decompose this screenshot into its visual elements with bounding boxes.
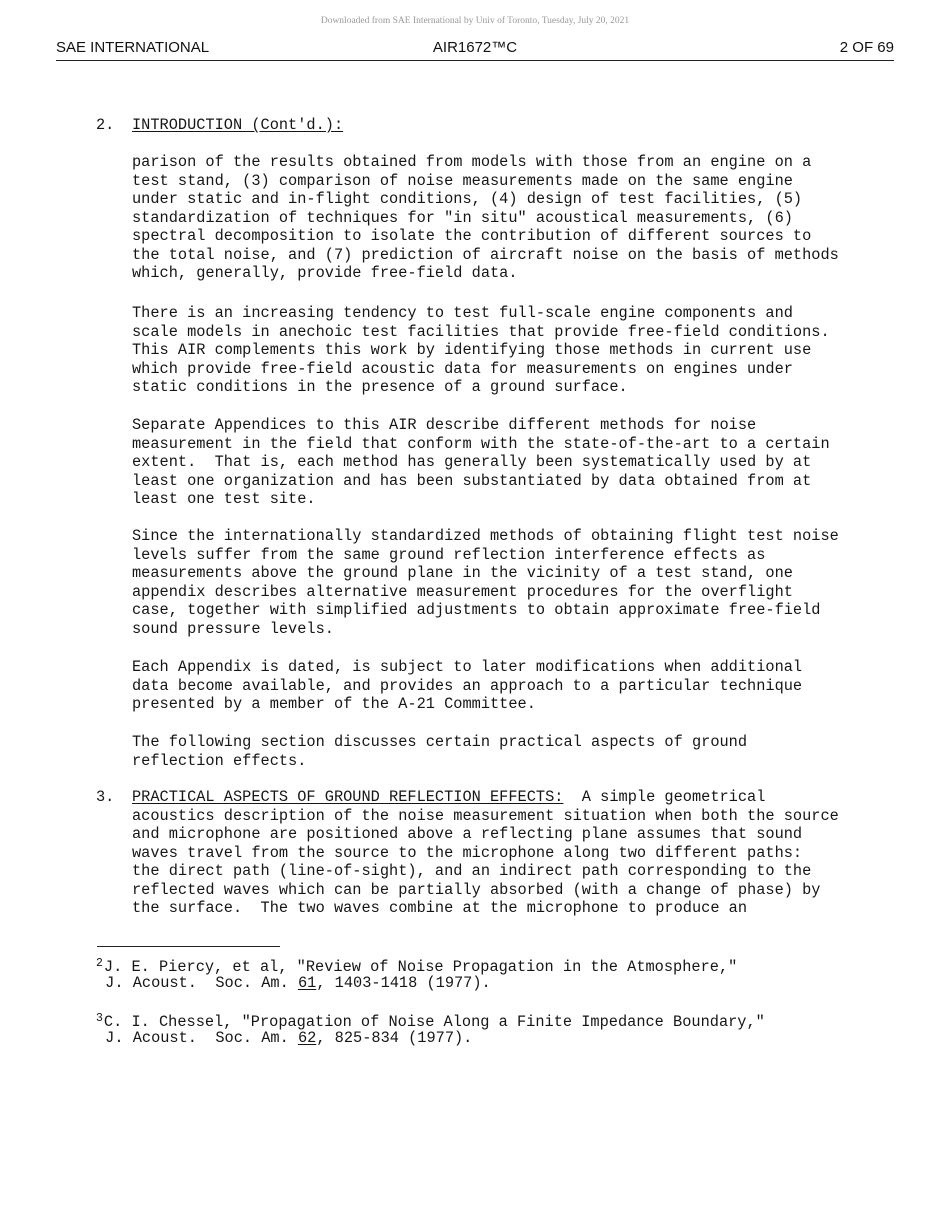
footnote-2 — [96, 955, 737, 992]
text-line: The following section discusses certain practical aspects of ground — [132, 733, 748, 751]
page-header — [56, 38, 894, 61]
text-line: case, together with simplified adjustments to obtain approximate free-field — [132, 601, 821, 619]
text-line: levels suffer from the same ground reflection interference effects as — [132, 545, 766, 564]
header-page-number: 2 OF 69 — [839, 39, 894, 56]
text-line: measurement in the field that conform with the state-of-the-art to a certain — [132, 434, 830, 453]
paragraph-appendix-dated — [132, 658, 802, 714]
text-line: Since the internationally standardized methods of obtaining flight test noise — [132, 527, 839, 545]
text-line: which, generally, provide free-field data. — [132, 264, 518, 282]
paragraph-following-section — [132, 733, 747, 770]
footnote-3-pages: , 825-834 (1977). — [316, 1028, 473, 1047]
header-doc-id: AIR1672™C — [432, 39, 518, 56]
text-line: scale models in anechoic test facilities that provide free-field conditions. — [132, 322, 830, 341]
text-line: presented by a member of the A-21 Committee. — [132, 695, 536, 713]
paragraph-flight-test — [132, 527, 839, 638]
text-line: under static and in-flight conditions, (4) design of test facilities, (5) — [132, 190, 803, 208]
section-3-heading: PRACTICAL ASPECTS OF GROUND REFLECTION EFFECTS: — [132, 788, 564, 806]
text-line: There is an increasing tendency to test full-scale engine components and — [132, 304, 793, 322]
text-line: reflection effects. — [132, 751, 307, 770]
footnote-3-marker: 3 — [96, 1012, 103, 1025]
footnote-3-volume: 62 — [297, 1028, 317, 1047]
section-3-body — [132, 788, 839, 918]
footnote-3-journal: J. Acoust. Soc. Am. — [96, 1028, 298, 1047]
text-line: test stand, (3) comparison of noise measurements made on the same engine — [132, 171, 793, 190]
footnote-2-marker: 2 — [96, 957, 103, 970]
footnote-separator — [97, 946, 280, 947]
text-line: static conditions in the presence of a ground surface. — [132, 378, 628, 396]
paragraph-intro-continued — [132, 153, 839, 283]
section-3-first-line: A simple geometrical — [563, 788, 766, 806]
text-line: Each Appendix is dated, is subject to later modifications when additional — [132, 658, 803, 676]
paragraph-appendices — [132, 416, 830, 509]
text-line: parison of the results obtained from models with those from an engine on a — [132, 153, 812, 171]
text-line: the direct path (line-of-sight), and an indirect path corresponding to the — [132, 862, 812, 880]
section-2-heading: INTRODUCTION (Cont'd.): — [132, 116, 344, 134]
text-line: and microphone are positioned above a reflecting plane assumes that sound — [132, 825, 803, 843]
download-watermark: Downloaded from SAE International by Univ of Toronto, Tuesday, July 20, 2021 — [320, 16, 630, 26]
paragraph-anechoic-facilities — [132, 304, 830, 397]
text-line: sound pressure levels. — [132, 619, 334, 638]
text-line: extent. That is, each method has generally been systematically used by at — [132, 453, 812, 471]
text-line: which provide free-field acoustic data for measurements on engines under — [132, 359, 793, 378]
footnote-3 — [96, 1010, 765, 1047]
footnote-2-volume: 61 — [297, 973, 317, 992]
text-line: least one organization and has been substantiated by data obtained from at — [132, 471, 812, 490]
text-line: measurements above the ground plane in the vicinity of a test stand, one — [132, 564, 793, 582]
section-2-number: 2. — [96, 116, 115, 134]
text-line: the total noise, and (7) prediction of aircraft noise on the basis of methods — [132, 245, 839, 264]
section-3-number: 3. — [96, 788, 115, 806]
section-3-lines — [132, 807, 839, 918]
text-line: waves travel from the source to the microphone along two different paths: — [132, 843, 803, 862]
text-line: Separate Appendices to this AIR describe different methods for noise — [132, 416, 757, 434]
text-line: This AIR complements this work by identifying those methods in current use — [132, 341, 812, 359]
footnote-2-journal: J. Acoust. Soc. Am. — [96, 973, 298, 992]
footnote-2-citation: J. E. Piercy, et al, "Review of Noise Propagation in the Atmosphere," — [103, 958, 738, 976]
text-line: acoustics description of the noise measurement situation when both the source — [132, 806, 839, 825]
text-line: spectral decomposition to isolate the contribution of different sources to — [132, 227, 812, 245]
footnote-3-citation: C. I. Chessel, "Propagation of Noise Along a Finite Impedance Boundary," — [103, 1013, 765, 1031]
text-line: least one test site. — [132, 490, 316, 508]
text-line: reflected waves which can be partially absorbed (with a change of phase) by — [132, 880, 821, 899]
text-line: appendix describes alternative measurement procedures for the overflight — [132, 582, 793, 601]
text-line: the surface. The two waves combine at the microphone to produce an — [132, 899, 748, 917]
footnote-2-pages: , 1403-1418 (1977). — [316, 973, 491, 992]
text-line: data become available, and provides an approach to a particular technique — [132, 676, 803, 695]
text-line: standardization of techniques for "in situ" acoustical measurements, (6) — [132, 208, 793, 227]
header-org: SAE INTERNATIONAL — [56, 39, 210, 56]
